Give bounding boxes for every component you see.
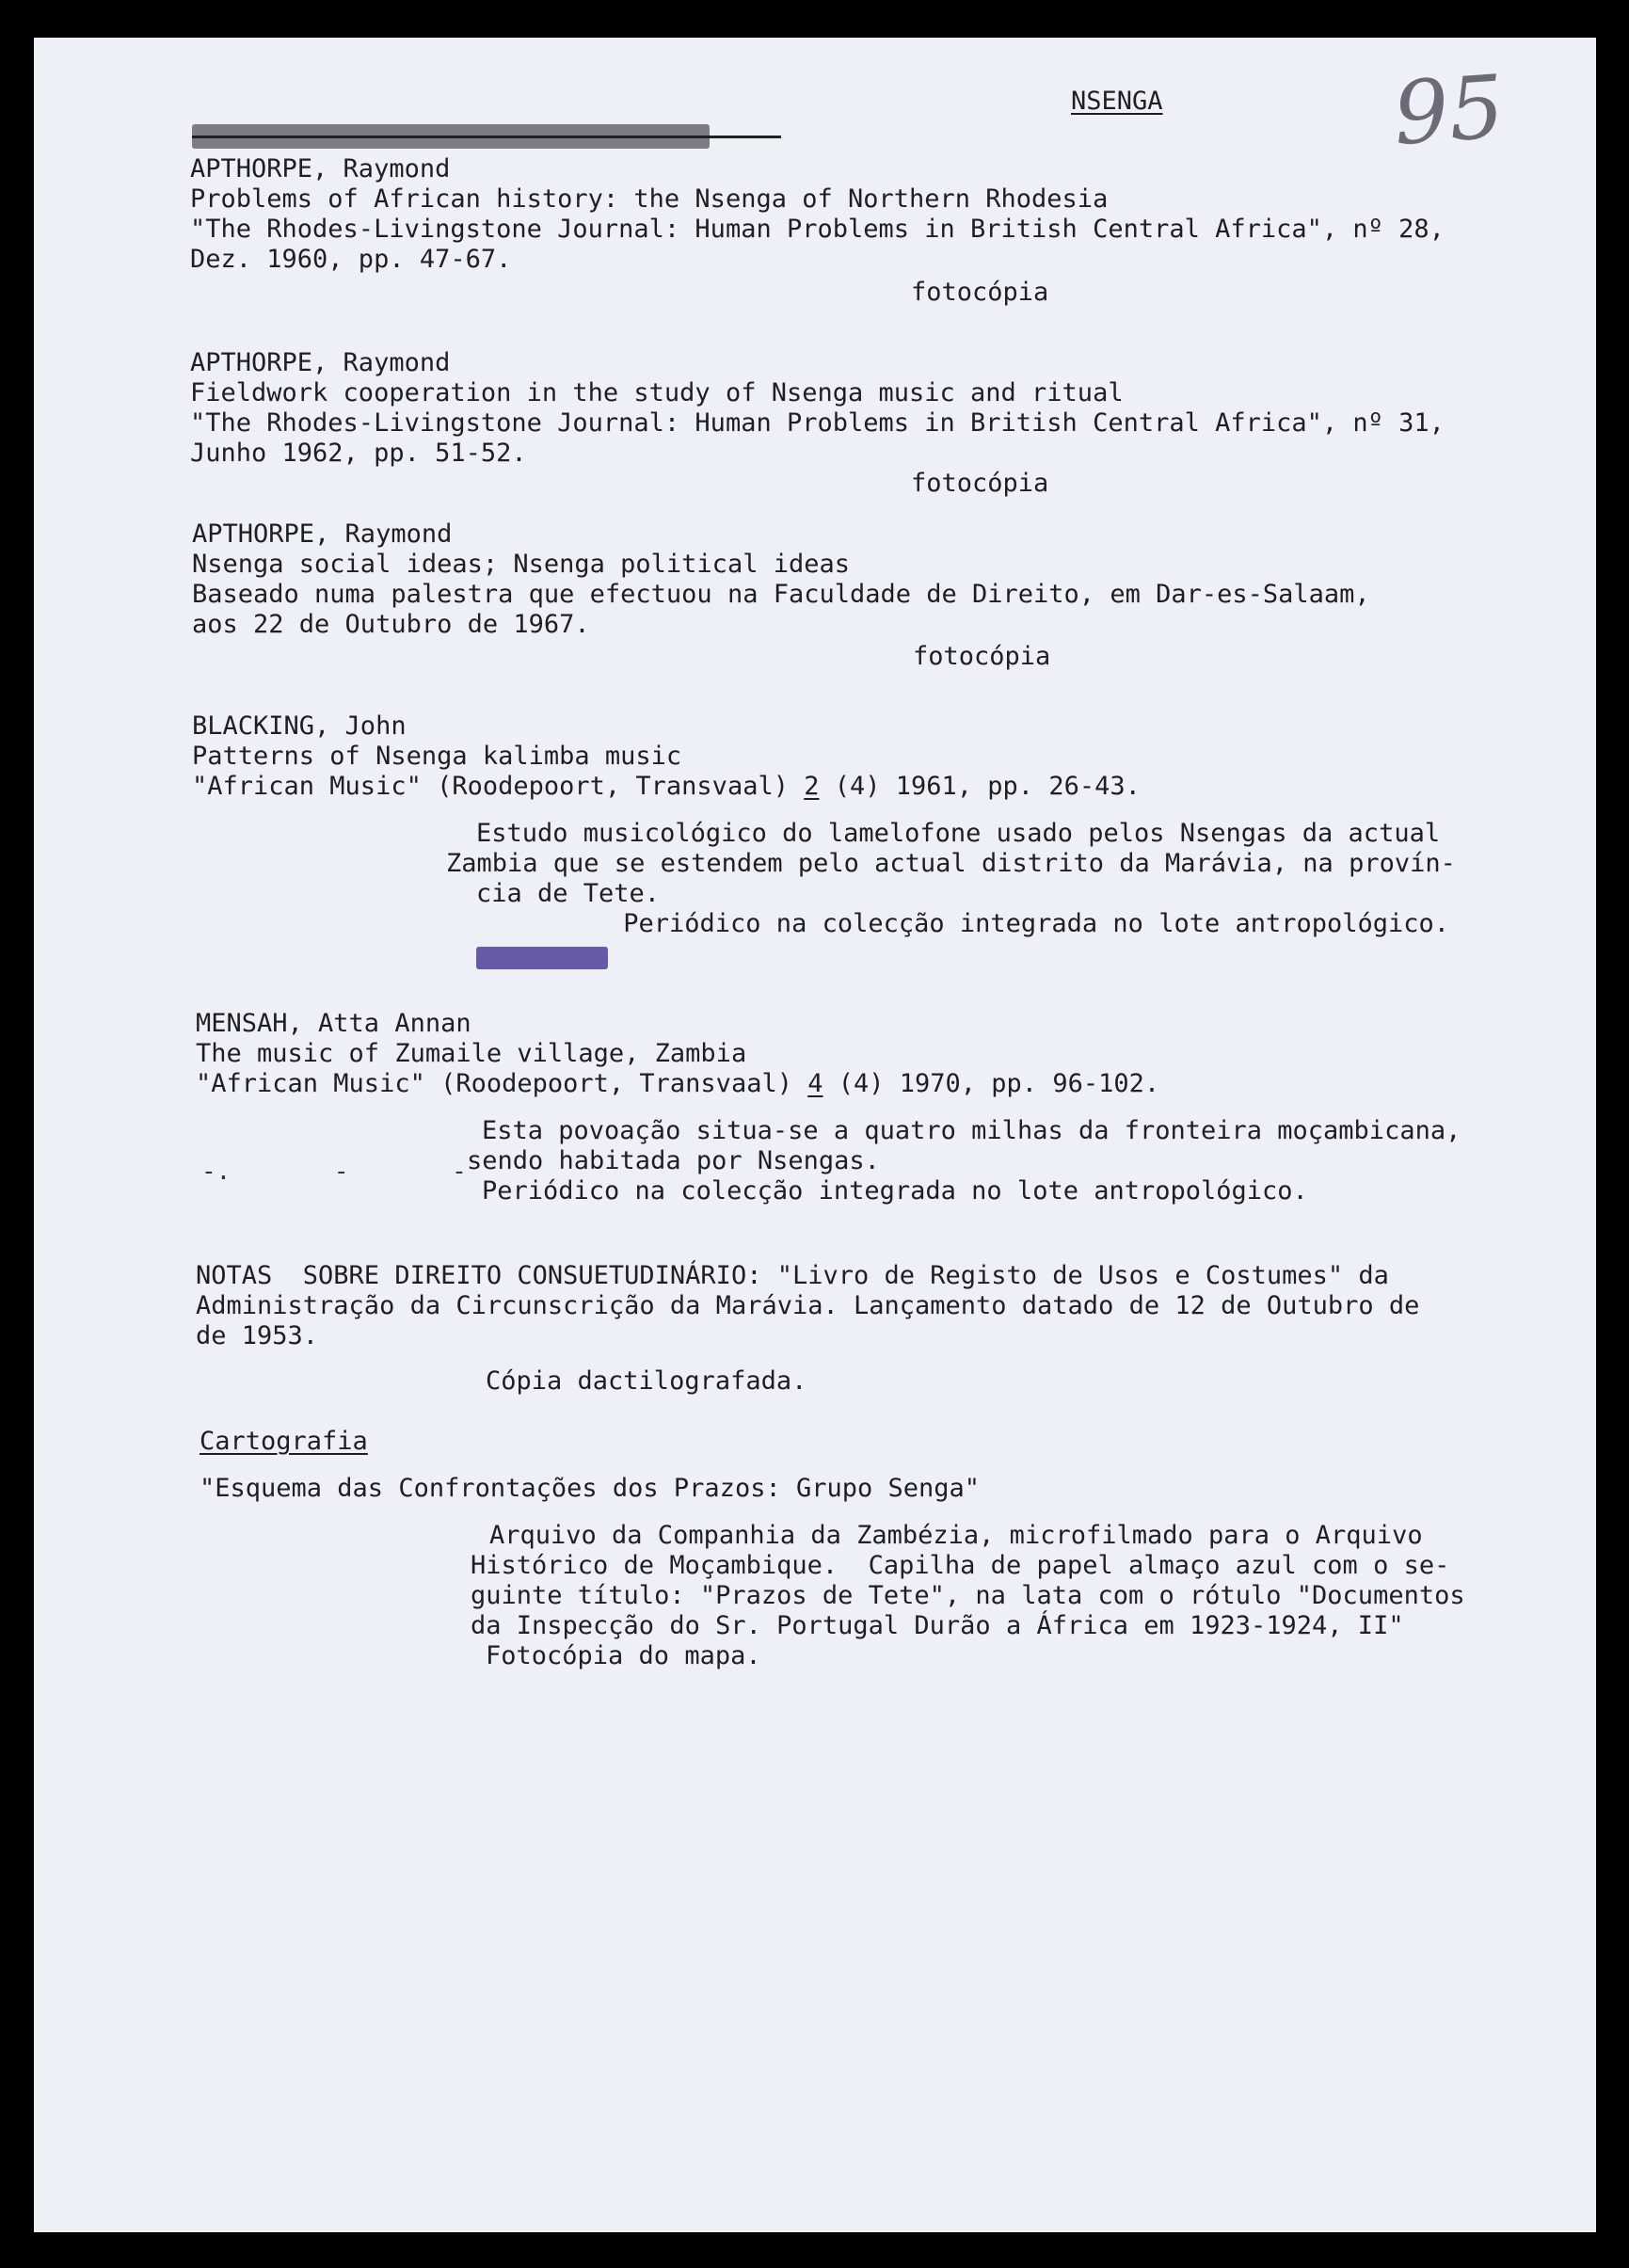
entry-note: Esta povoação situa-se a quatro milhas da fronteira moçambicana, [482,1116,1461,1145]
cartografia-note: Histórico de Moçambique. Capilha de papel almaço azul com o se- [471,1551,1450,1580]
entry-note: Periódico na colecção integrada no lote antropológico. [608,909,1450,938]
handwritten-page-number: 95 [1390,56,1508,165]
entry-source: Dez. 1960, pp. 47-67. [190,245,512,274]
entry-source: "The Rhodes-Livingstone Journal: Human Problems in British Central Africa", nº 31, [190,408,1445,438]
notas-text: Administração da Circunscrição da Marávia. Lançamento datado de 12 de Outubro de [196,1291,1420,1320]
cartografia-title: "Esquema das Confrontações dos Prazos: Grupo Senga" [200,1474,981,1503]
entry-title: Patterns of Nsenga kalimba music [192,742,682,771]
cartografia-heading: Cartografia [200,1427,368,1456]
cartografia-note: guinte título: "Prazos de Tete", na lata com o rótulo "Documentos [471,1581,1465,1610]
document-page [34,38,1596,2232]
entry-author: BLACKING, John [192,711,407,741]
entry-note: cia de Tete. [476,879,661,908]
cartografia-note: da Inspecção do Sr. Portugal Durão a África em 1923-1924, II" [471,1611,1404,1640]
entry-author: MENSAH, Atta Annan [196,1009,471,1038]
entry-author: APTHORPE, Raymond [192,519,453,549]
entry-source: Baseado numa palestra que efectuou na Faculdade de Direito, em Dar-es-Salaam, [192,580,1370,609]
entry-note: Periódico na colecção integrada no lote antropológico. [482,1176,1308,1206]
entry-title: Fieldwork cooperation in the study of Nsenga music and ritual [190,378,1124,407]
notas-text: de 1953. [196,1321,319,1350]
cartografia-note: Fotocópia do mapa. [486,1641,761,1670]
notas-text: NOTAS SOBRE DIREITO CONSUETUDINÁRIO: "Livro de Registo de Usos e Costumes" da [196,1261,1389,1290]
entry-title: Problems of African history: the Nsenga of Northern Rhodesia [190,184,1109,214]
ink-blot-struck-word [476,947,608,969]
entry-title: The music of Zumaile village, Zambia [196,1039,747,1068]
entry-note: sendo habitada por Nsengas. [467,1146,880,1175]
typed-dashes: -. - - [201,1158,467,1186]
struck-heading-text [192,124,710,149]
entry-title: Nsenga social ideas; Nsenga political ideas [192,550,850,579]
entry-source: "The Rhodes-Livingstone Journal: Human Problems in British Central Africa", nº 28, [190,215,1445,244]
entry-source: "African Music" (Roodepoort, Transvaal) 4 (4) 1970, pp. 96-102. [196,1069,1160,1098]
entry-source: "African Music" (Roodepoort, Transvaal) 2 (4) 1961, pp. 26-43. [192,772,1141,801]
entry-format: fotocópia [911,278,1049,307]
entry-author: APTHORPE, Raymond [190,348,451,377]
cartografia-note: Arquivo da Companhia da Zambézia, microfilmado para o Arquivo [489,1521,1423,1550]
entry-author: APTHORPE, Raymond [190,154,451,184]
heading-nsenga: NSENGA [1071,87,1163,116]
entry-source: Junho 1962, pp. 51-52. [190,439,527,468]
entry-format: fotocópia [913,642,1051,671]
entry-source: aos 22 de Outubro de 1967. [192,610,590,639]
entry-format: fotocópia [911,469,1049,498]
entry-note: Zambia que se estendem pelo actual distrito da Marávia, na provín- [446,849,1456,878]
entry-note: Estudo musicológico do lamelofone usado pelos Nsengas da actual [476,819,1441,848]
notas-format: Cópia dactilografada. [486,1366,807,1396]
